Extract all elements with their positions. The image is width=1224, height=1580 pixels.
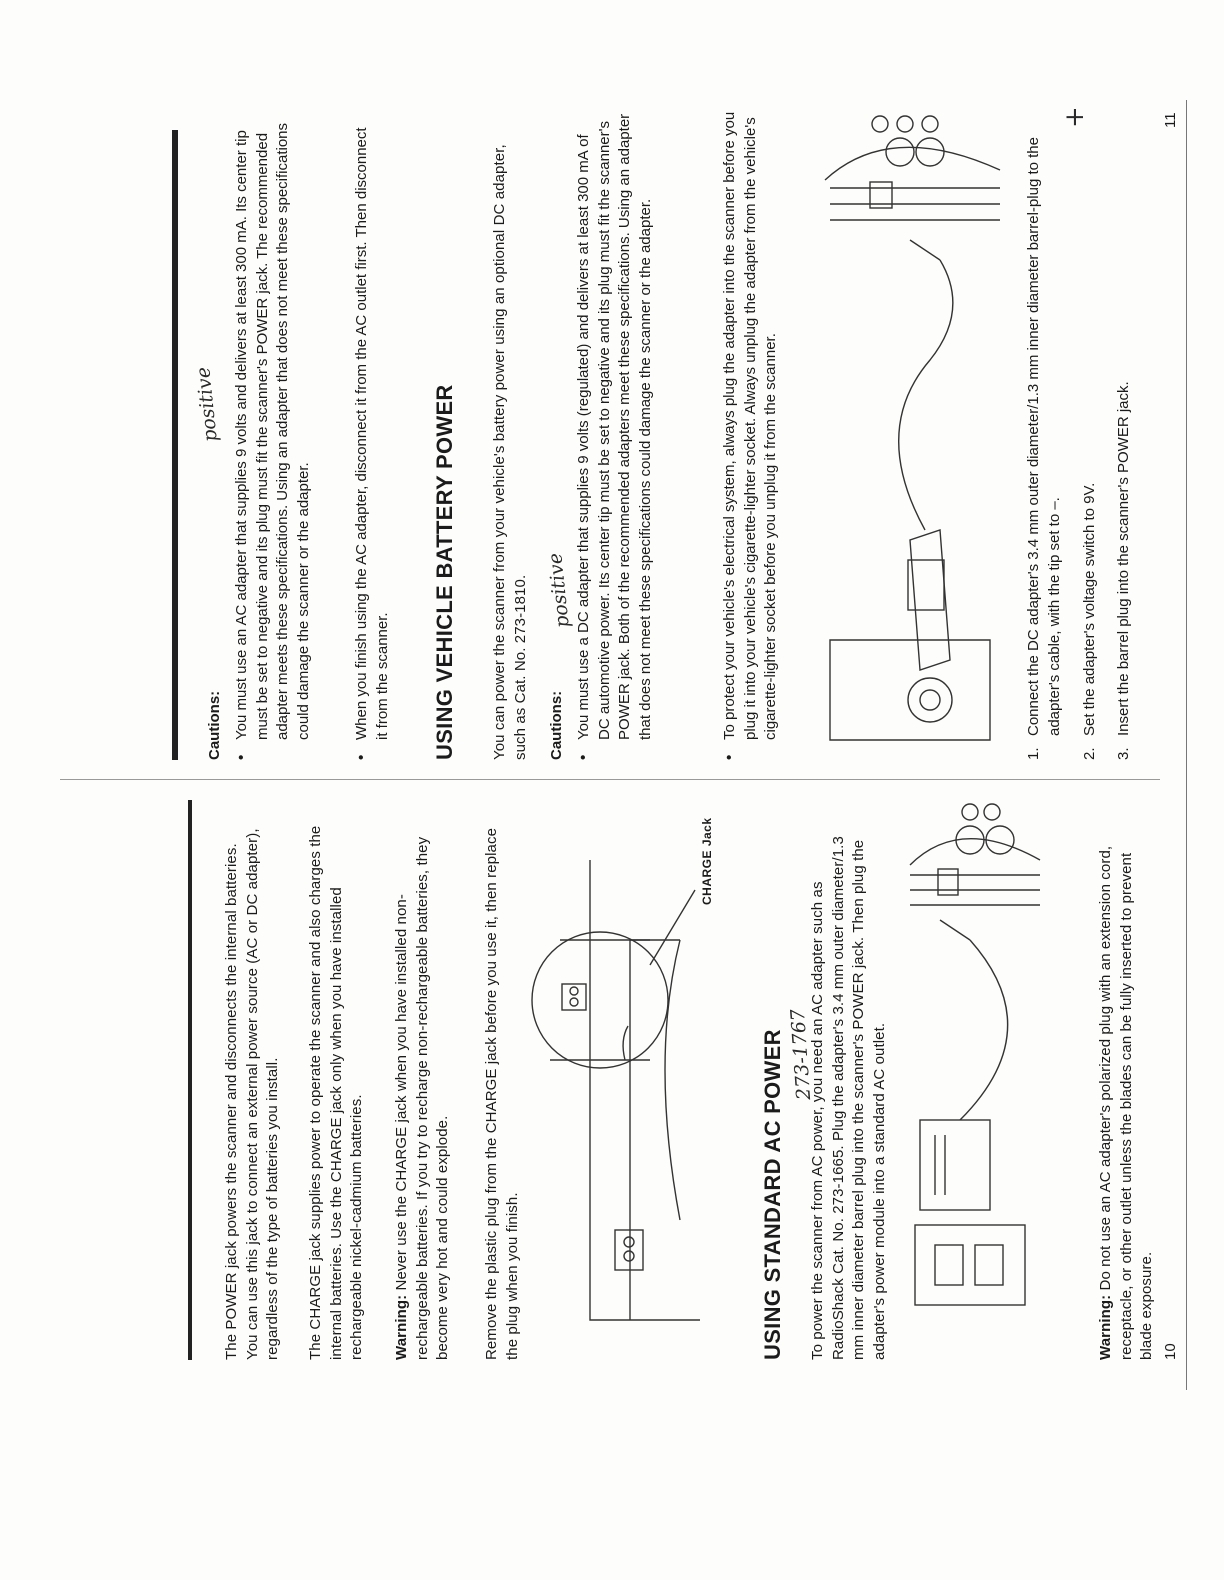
charge-jack-paragraph: The CHARGE jack supplies power to operate the scanner and also charges the internal batteries. Use the CHARGE jack only when you have installed rechargeable nickel-cadmium batteries. bbox=[307, 825, 365, 1360]
handwritten-note-plus: + bbox=[1060, 106, 1090, 128]
remove-plug-paragraph: Remove the plastic plug from the CHARGE jack before you use it, then replace the plug when you finish. bbox=[483, 827, 521, 1360]
vehicle-paragraph: You can power the scanner from your vehicle's battery power using an optional DC adapter, such as Cat. No. 273-1810. bbox=[491, 144, 529, 760]
cautions-label-1: Cautions: bbox=[206, 690, 223, 760]
top-rule-right bbox=[172, 130, 178, 760]
right-page: Cautions: positive • You must use an AC adapter that supplies 9 volts and delivers at least 300 mA. Its center tip must be set to negative and its plug must fit the scanner's POWER jack. The recommended adapter meets these specifications. Using an adapter that does not meet these specifications could damage the scanner or the adapter. • When you finish using the AC adapter, disconnect it from the AC outlet first. Then disconnect it from the scanner. USING VEHICLE BATTERY POWER You can power the scanner from your vehicle's battery power using an optional DC adapter, such as Cat. No. 273-1810. Cautions: positive • You must use a DC adapter that supplies 9 volts (regulated) and delivers at least 300 mA of DC automotive power. Its center tip must be set to negative and its plug must fit the scanner's POWER jack. Both of the recommended adapters meet these specifications. Using an adapter that does not meet these specifications could damage the scanner or the adapter. • To protect your vehicle's electrical system, always plug the adapter into the scanner before you plug it into your vehicle's cigarette-lighter socket. Always unplug the adapter from the vehicle's cigarette-lighter socket before you unplug it from the scanner. 1. Connect the DC adapter's 3.4 mm outer diameter/1.3 mm inner diameter barrel-plug to the adapter's cable, with the tip set to –. + 2. Set the adapter's voltage switch to 9V. 3. Insert the barrel plug into the scanner's POWER jack. 11 bbox=[0, 80, 1224, 760]
vehicle-adapter-illustration bbox=[810, 110, 1010, 760]
warning-label: Warning: bbox=[393, 1294, 410, 1360]
bottom-warning-paragraph bbox=[1096, 815, 1158, 1360]
left-page bbox=[0, 800, 1224, 1360]
page-number-right: 11 bbox=[1162, 112, 1179, 128]
warning-paragraph bbox=[392, 825, 454, 1360]
handwritten-note-positive-1: positive bbox=[192, 365, 222, 443]
power-jack-paragraph: The POWER jack powers the scanner and disconnects the internal batteries. You can use this jack to connect an external power source (AC or DC adapter), regardless of the type of batteries you install. bbox=[223, 828, 281, 1360]
page-number-left: 10 bbox=[1162, 1343, 1179, 1360]
ac-heading: USING STANDARD AC POWER bbox=[760, 1029, 785, 1360]
ac-paragraph: To power the scanner from AC power, you need an AC adapter such as RadioShack Cat. No. 273-1665. Plug the adapter's 3.4 mm outer diameter/1.3 mm inner diameter barrel plug into the scanner's POWER jack. Then plug the adapter's power module into a standard AC outlet. bbox=[809, 836, 888, 1360]
cautions-label-2: Cautions: bbox=[548, 690, 565, 760]
top-rule bbox=[188, 800, 192, 1360]
ac-adapter-illustration bbox=[900, 800, 1060, 1360]
bottom-warning-label: Warning: bbox=[1097, 1294, 1114, 1360]
bottom-warning-text: Do not use an AC adapter's polarized plug with an extension cord, receptacle, or other outlet unless the blades can be fully inserted to prevent blade exposure. bbox=[1097, 845, 1155, 1360]
handwritten-catalog-number: 273-1767 bbox=[786, 1008, 816, 1101]
charge-jack-caption: CHARGE Jack bbox=[700, 817, 714, 905]
vehicle-heading: USING VEHICLE BATTERY POWER bbox=[432, 384, 457, 760]
handwritten-note-positive-2: positive bbox=[544, 551, 574, 629]
warning-text: Never use the CHARGE jack when you have installed non-rechargeable batteries. If you try to recharge non-rechargeable batteries, they become very hot and could explode. bbox=[393, 836, 451, 1360]
gutter-line bbox=[60, 779, 1160, 780]
